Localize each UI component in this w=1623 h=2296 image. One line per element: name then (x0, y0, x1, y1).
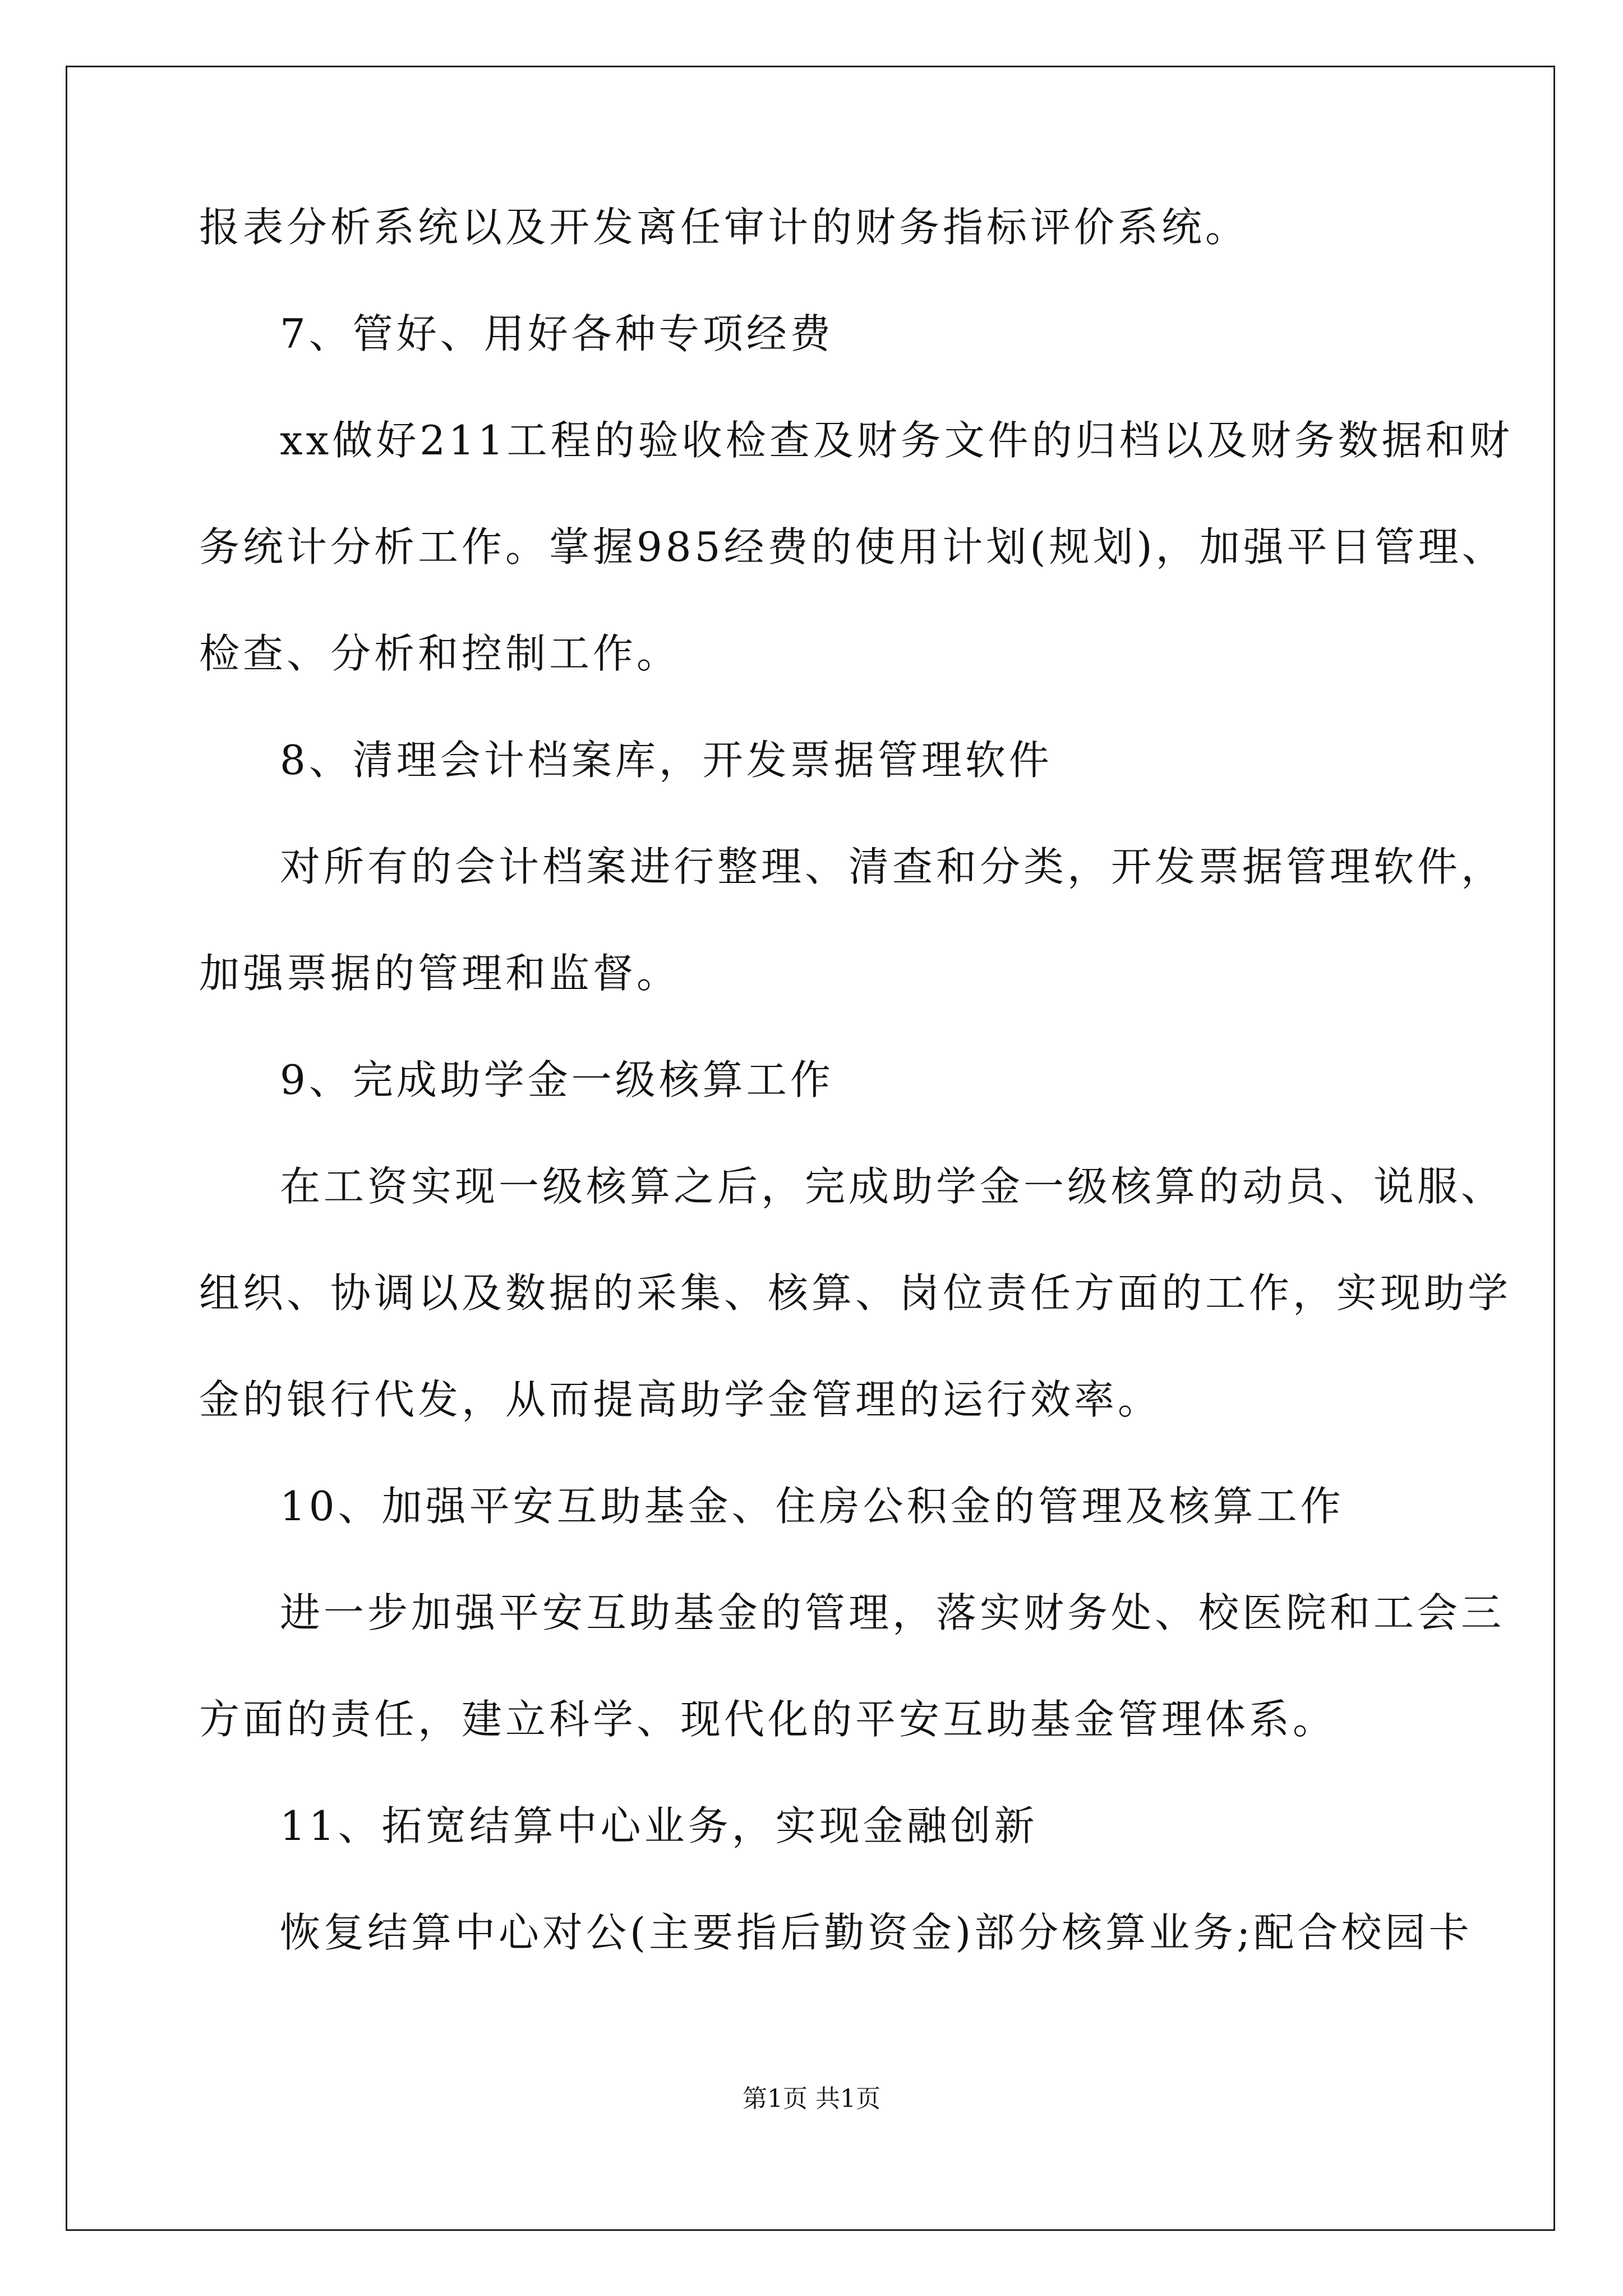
section-heading-11: 11、拓宽结算中心业务，实现金融创新 (280, 1802, 1038, 1849)
paragraph-line: 报表分析系统以及开发离任审计的财务指标评价系统。 (199, 204, 1249, 251)
paragraph-line: 进一步加强平安互助基金的管理，落实财务处、校医院和工会三 (280, 1589, 1505, 1636)
paragraph-line: 务统计分析工作。掌握985经费的使用计划(规划)，加强平日管理、 (199, 523, 1506, 570)
paragraph-line: 组织、协调以及数据的采集、核算、岗位责任方面的工作，实现助学 (199, 1269, 1512, 1317)
paragraph-line: 恢复结算中心对公(主要指后勤资金)部分核算业务;配合校园卡 (280, 1909, 1473, 1956)
page-border (66, 66, 1555, 2231)
paragraph-line: xx做好211工程的验收检查及财务文件的归档以及财务数据和财 (280, 417, 1513, 464)
paragraph-line: 金的银行代发，从而提高助学金管理的运行效率。 (199, 1376, 1162, 1423)
paragraph-line: 加强票据的管理和监督。 (199, 950, 681, 997)
section-heading-10: 10、加强平安互助基金、住房公积金的管理及核算工作 (280, 1483, 1344, 1530)
paragraph-line: 在工资实现一级核算之后，完成助学金一级核算的动员、说服、 (280, 1163, 1505, 1210)
paragraph-line: 方面的责任，建立科学、现代化的平安互助基金管理体系。 (199, 1696, 1337, 1743)
page-footer: 第1页 共1页 (743, 2085, 880, 2113)
section-heading-7: 7、管好、用好各种专项经费 (280, 310, 834, 357)
section-heading-8: 8、清理会计档案库，开发票据管理软件 (280, 737, 1053, 784)
paragraph-line: 对所有的会计档案进行整理、清查和分类，开发票据管理软件， (280, 843, 1505, 890)
section-heading-9: 9、完成助学金一级核算工作 (280, 1056, 834, 1103)
paragraph-line: 检查、分析和控制工作。 (199, 630, 681, 677)
